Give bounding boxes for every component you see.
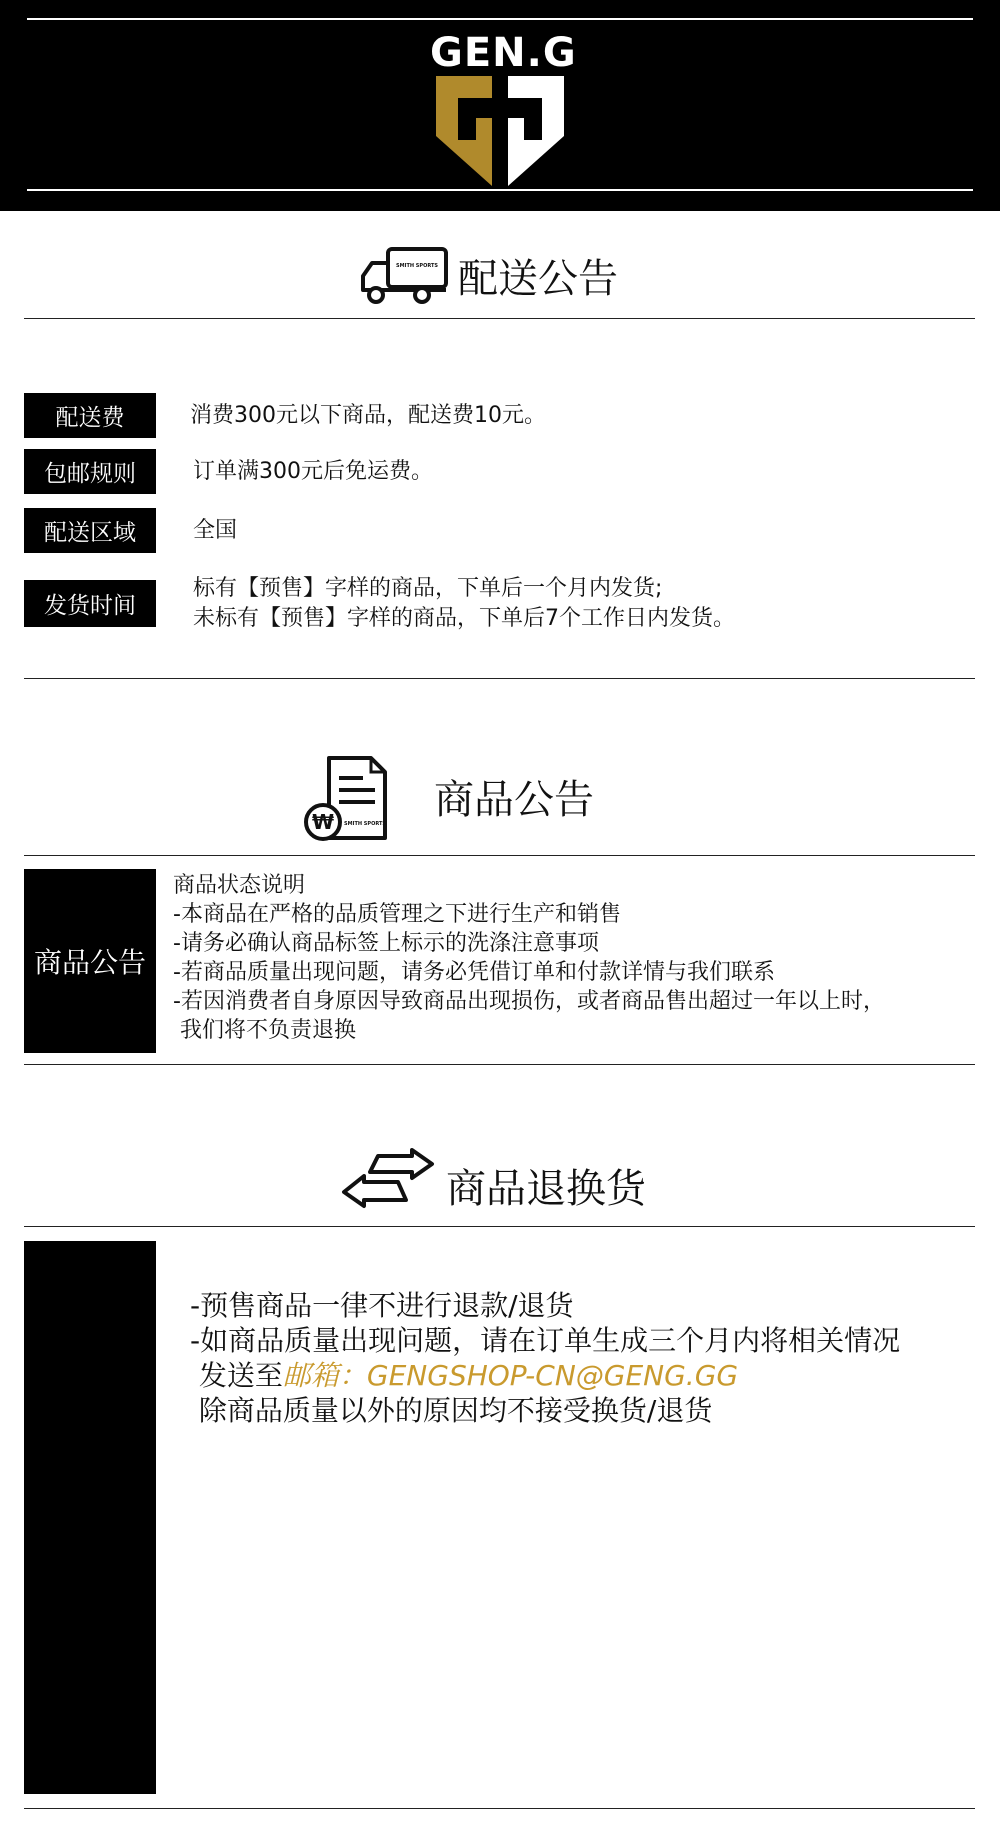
divider	[24, 678, 975, 679]
return-line: 除商品质量以外的原因均不接受换货/退货	[190, 1394, 713, 1427]
header-top-line	[27, 18, 973, 20]
delivery-truck-icon	[360, 243, 450, 305]
ship-time-text	[193, 574, 735, 633]
shipping-fee-label: 配送费	[24, 393, 156, 438]
returns-title: 商品退换货	[446, 1166, 646, 1212]
returns-label-block	[24, 1241, 156, 1794]
free-shipping-label: 包邮规则	[24, 449, 156, 494]
return-line	[190, 1358, 900, 1393]
logo-wordmark: GEN.G	[430, 30, 577, 76]
product-notice-label: 商品公告	[24, 869, 156, 1053]
notice-line: -若因消费者自身原因导致商品出现损伤，或者商品售出超过一年以上时，	[173, 989, 885, 1014]
contact-email[interactable]: 邮箱：GENGSHOP-CN@GENG.GG	[282, 1359, 739, 1392]
notice-line: -若商品质量出现问题，请务必凭借订单和付款详情与我们联系	[173, 960, 775, 985]
ship-time-label: 发货时间	[24, 580, 156, 627]
geng-logo	[430, 30, 577, 190]
ship-time-line: 标有【预售】字样的商品，下单后一个月内发货;	[193, 576, 663, 601]
notice-line: 我们将不负责退换	[173, 1018, 356, 1043]
divider	[24, 1808, 975, 1809]
ship-time-line: 未标有【预售】字样的商品，下单后7个工作日内发货。	[193, 605, 735, 631]
notice-line: -请务必确认商品标签上标示的洗涤注意事项	[173, 931, 599, 956]
returns-text	[190, 1288, 900, 1428]
shipping-title: 配送公告	[458, 256, 618, 302]
brand-header	[0, 0, 1000, 211]
truck-label: SMITH SPORTS	[396, 263, 438, 269]
delivery-area-text: 全国	[193, 518, 238, 543]
svg-text:₩: ₩	[311, 810, 335, 834]
divider	[24, 1226, 975, 1227]
return-line: -预售商品一律不进行退款/退货	[190, 1289, 574, 1322]
divider	[24, 1064, 975, 1065]
doc-label: SMITH SPORTS	[344, 821, 386, 827]
exchange-arrows-icon	[340, 1148, 436, 1210]
delivery-area-label: 配送区域	[24, 508, 156, 553]
send-to-text: 发送至	[190, 1359, 283, 1392]
divider	[24, 318, 975, 319]
product-notice-text	[173, 871, 885, 1045]
notice-line: -本商品在严格的品质管理之下进行生产和销售	[173, 902, 621, 927]
divider	[24, 855, 975, 856]
product-title: 商品公告	[434, 777, 594, 823]
return-line: -如商品质量出现问题，请在订单生成三个月内将相关情况	[190, 1324, 901, 1357]
notice-line: 商品状态说明	[173, 873, 306, 898]
free-shipping-text: 订单满300元后免运费。	[193, 459, 433, 484]
logo-emblem-icon	[436, 76, 564, 186]
shipping-fee-text: 消费300元以下商品，配送费10元。	[190, 403, 546, 428]
notice-document-icon	[303, 754, 391, 844]
